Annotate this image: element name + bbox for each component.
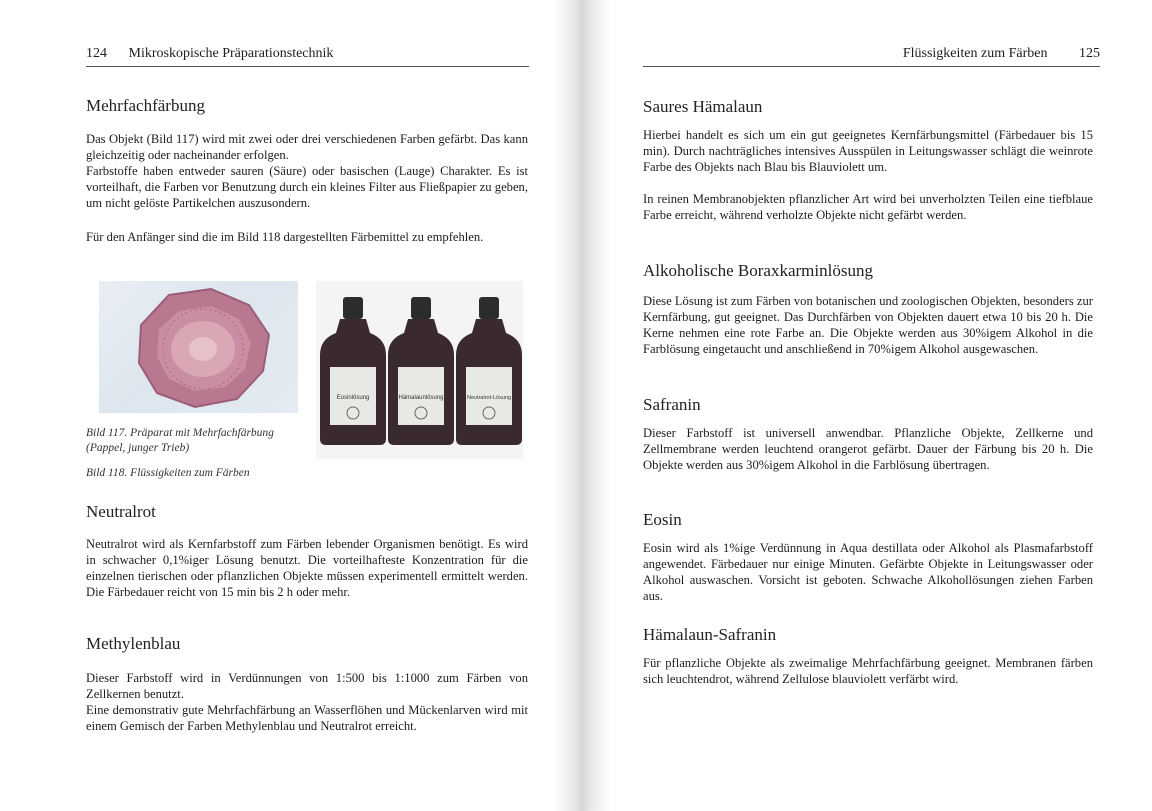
bottle-label-text: Eosinlösung: [336, 395, 370, 401]
left-page: [0, 0, 553, 811]
paragraph: Neutralrot wird als Kernfarbstoff zum Färben lebender Organismen benötigt. Es wird in schwacher 0,1%iger Lösung benutzt. Die vorteilhafteste Konzentration für die einzelnen tierischen oder pflanzlichen Objekte müssen experimentell ermittelt werden. Die Färbedauer reicht von 15 min bis 2 h oder mehr.: [86, 537, 528, 599]
section-heading-eosin: Eosin: [643, 510, 682, 529]
figure-117-caption-line2: (Pappel, junger Trieb): [86, 442, 190, 454]
figure-117-caption-line1: Bild 117. Präparat mit Mehrfachfärbung: [86, 427, 274, 439]
section-heading-mehrfachfaerbung: Mehrfachfärbung: [86, 96, 205, 115]
running-title: Mikroskopische Präparationstechnik: [128, 46, 334, 61]
bottles-figure-118: [316, 281, 523, 459]
section-heading-safranin: Safranin: [643, 395, 701, 414]
right-running-header: [643, 44, 1100, 67]
running-title: Flüssigkeiten zum Färben: [902, 46, 1048, 61]
bottle-cap: [479, 297, 499, 319]
paragraph: Dieser Farbstoff wird in Verdünnungen von 1:500 bis 1:1000 zum Färben von Zellkernen benutzt.: [86, 671, 528, 701]
paragraph: Eosin wird als 1%ige Verdünnung in Aqua destillata oder Alkohol als Plasmafarbstoff angewendet. Färbedauer nur einige Minuten. Gefärbte Objekte in Leitungswasser oder Alkohol auswaschen. Vorsicht ist geboten. Schwache Alkohollösungen ziehen Farben aus.: [643, 541, 1093, 603]
paragraph: Für den Anfänger sind die im Bild 118 dargestellten Färbemittel zu empfehlen.: [86, 230, 484, 244]
paragraph: Eine demonstrativ gute Mehrfachfärbung an Wasserflöhen und Mückenlarven wird mit einem Gemisch der Farben Methylenblau und Neutralrot erreicht.: [86, 703, 528, 733]
paragraph: Diese Lösung ist zum Färben von botanischen und zoologischen Objekten, besonders zur Kernfärbung, gut geeignet. Das Durchfärben von Objekten dauert etwa 10 bis 20 h. Die Kerne nehmen eine rote Farbe an. Die Objekte werden aus 30%igem Alkohol in die Farblösung eingetaucht und anschließend in 70%igem Alkohol ausgewaschen.: [643, 294, 1093, 356]
paragraph: Das Objekt (Bild 117) wird mit zwei oder drei verschiedenen Farben gefärbt. Das kann gleichzeitig oder nacheinander erfolgen.: [86, 132, 528, 162]
stained-section-image: [99, 281, 298, 413]
bottle-label-text: Neutralrot-Lösung: [466, 395, 512, 401]
page-number: 124: [86, 46, 107, 61]
paragraph: Farbstoffe haben entweder sauren (Säure) oder basischen (Lauge) Charakter. Es ist vorteilhaft, die Farben vor Benutzung durch ein kleines Filter aus Fließpapier zu geben, um nicht gelöste Partikelchen auszusondern.: [86, 164, 528, 210]
section-heading-methylenblau: Methylenblau: [86, 634, 181, 653]
bottle-cap: [343, 297, 363, 319]
bottle-eosin: [320, 297, 386, 445]
book-gutter: [553, 0, 611, 811]
bottle-haemalaun: [388, 297, 454, 445]
section-heading-saures-haemalaun: Saures Hämalaun: [643, 97, 763, 116]
paragraph: Hierbei handelt es sich um ein gut geeignetes Kernfärbungsmittel (Färbedauer bis 15 min). Durch nachträgliches intensives Ausspülen in Leitungswasser schlägt die weinrote Farbe des Objekts nach Blau bis Blauviolett um.: [643, 128, 1093, 174]
pith-shape: [189, 337, 217, 361]
paragraph: Für pflanzliche Objekte als zweimalige Mehrfachfärbung geeignet. Membranen färben sich leuchtendrot, während Zellulose blauviolett verfärbt wird.: [643, 656, 1093, 686]
bottle-cap: [411, 297, 431, 319]
paragraph: Dieser Farbstoff ist universell anwendbar. Pflanzliche Objekte, Zellkerne und Zellmembrane werden leuchtend orangerot gefärbt. Dauer der Färbung bis 20 h. Die Objekte werden aus 30%igem Alkohol in die Farblösung übertragen.: [643, 426, 1093, 472]
paragraph: In reinen Membranobjekten pflanzlicher Art wird bei unverholzten Teilen eine tiefblaue Farbe erreicht, während verholzte Objekte nicht gefärbt werden.: [643, 192, 1093, 222]
micrograph-figure-117: [99, 281, 298, 413]
left-running-header: [86, 44, 529, 67]
right-page: [611, 0, 1152, 811]
figure-118-caption: Bild 118. Flüssigkeiten zum Färben: [86, 467, 250, 479]
section-heading-haemalaun-safranin: Hämalaun-Safranin: [643, 625, 777, 644]
section-heading-neutralrot: Neutralrot: [86, 502, 156, 521]
bottle-neutralrot: [456, 297, 522, 445]
bottle-label-text: Hämalaunlösung: [398, 395, 444, 401]
section-heading-boraxkarmin: Alkoholische Boraxkarminlösung: [643, 261, 873, 280]
staining-bottles-image: [316, 281, 523, 459]
page-number: 125: [1079, 46, 1100, 61]
